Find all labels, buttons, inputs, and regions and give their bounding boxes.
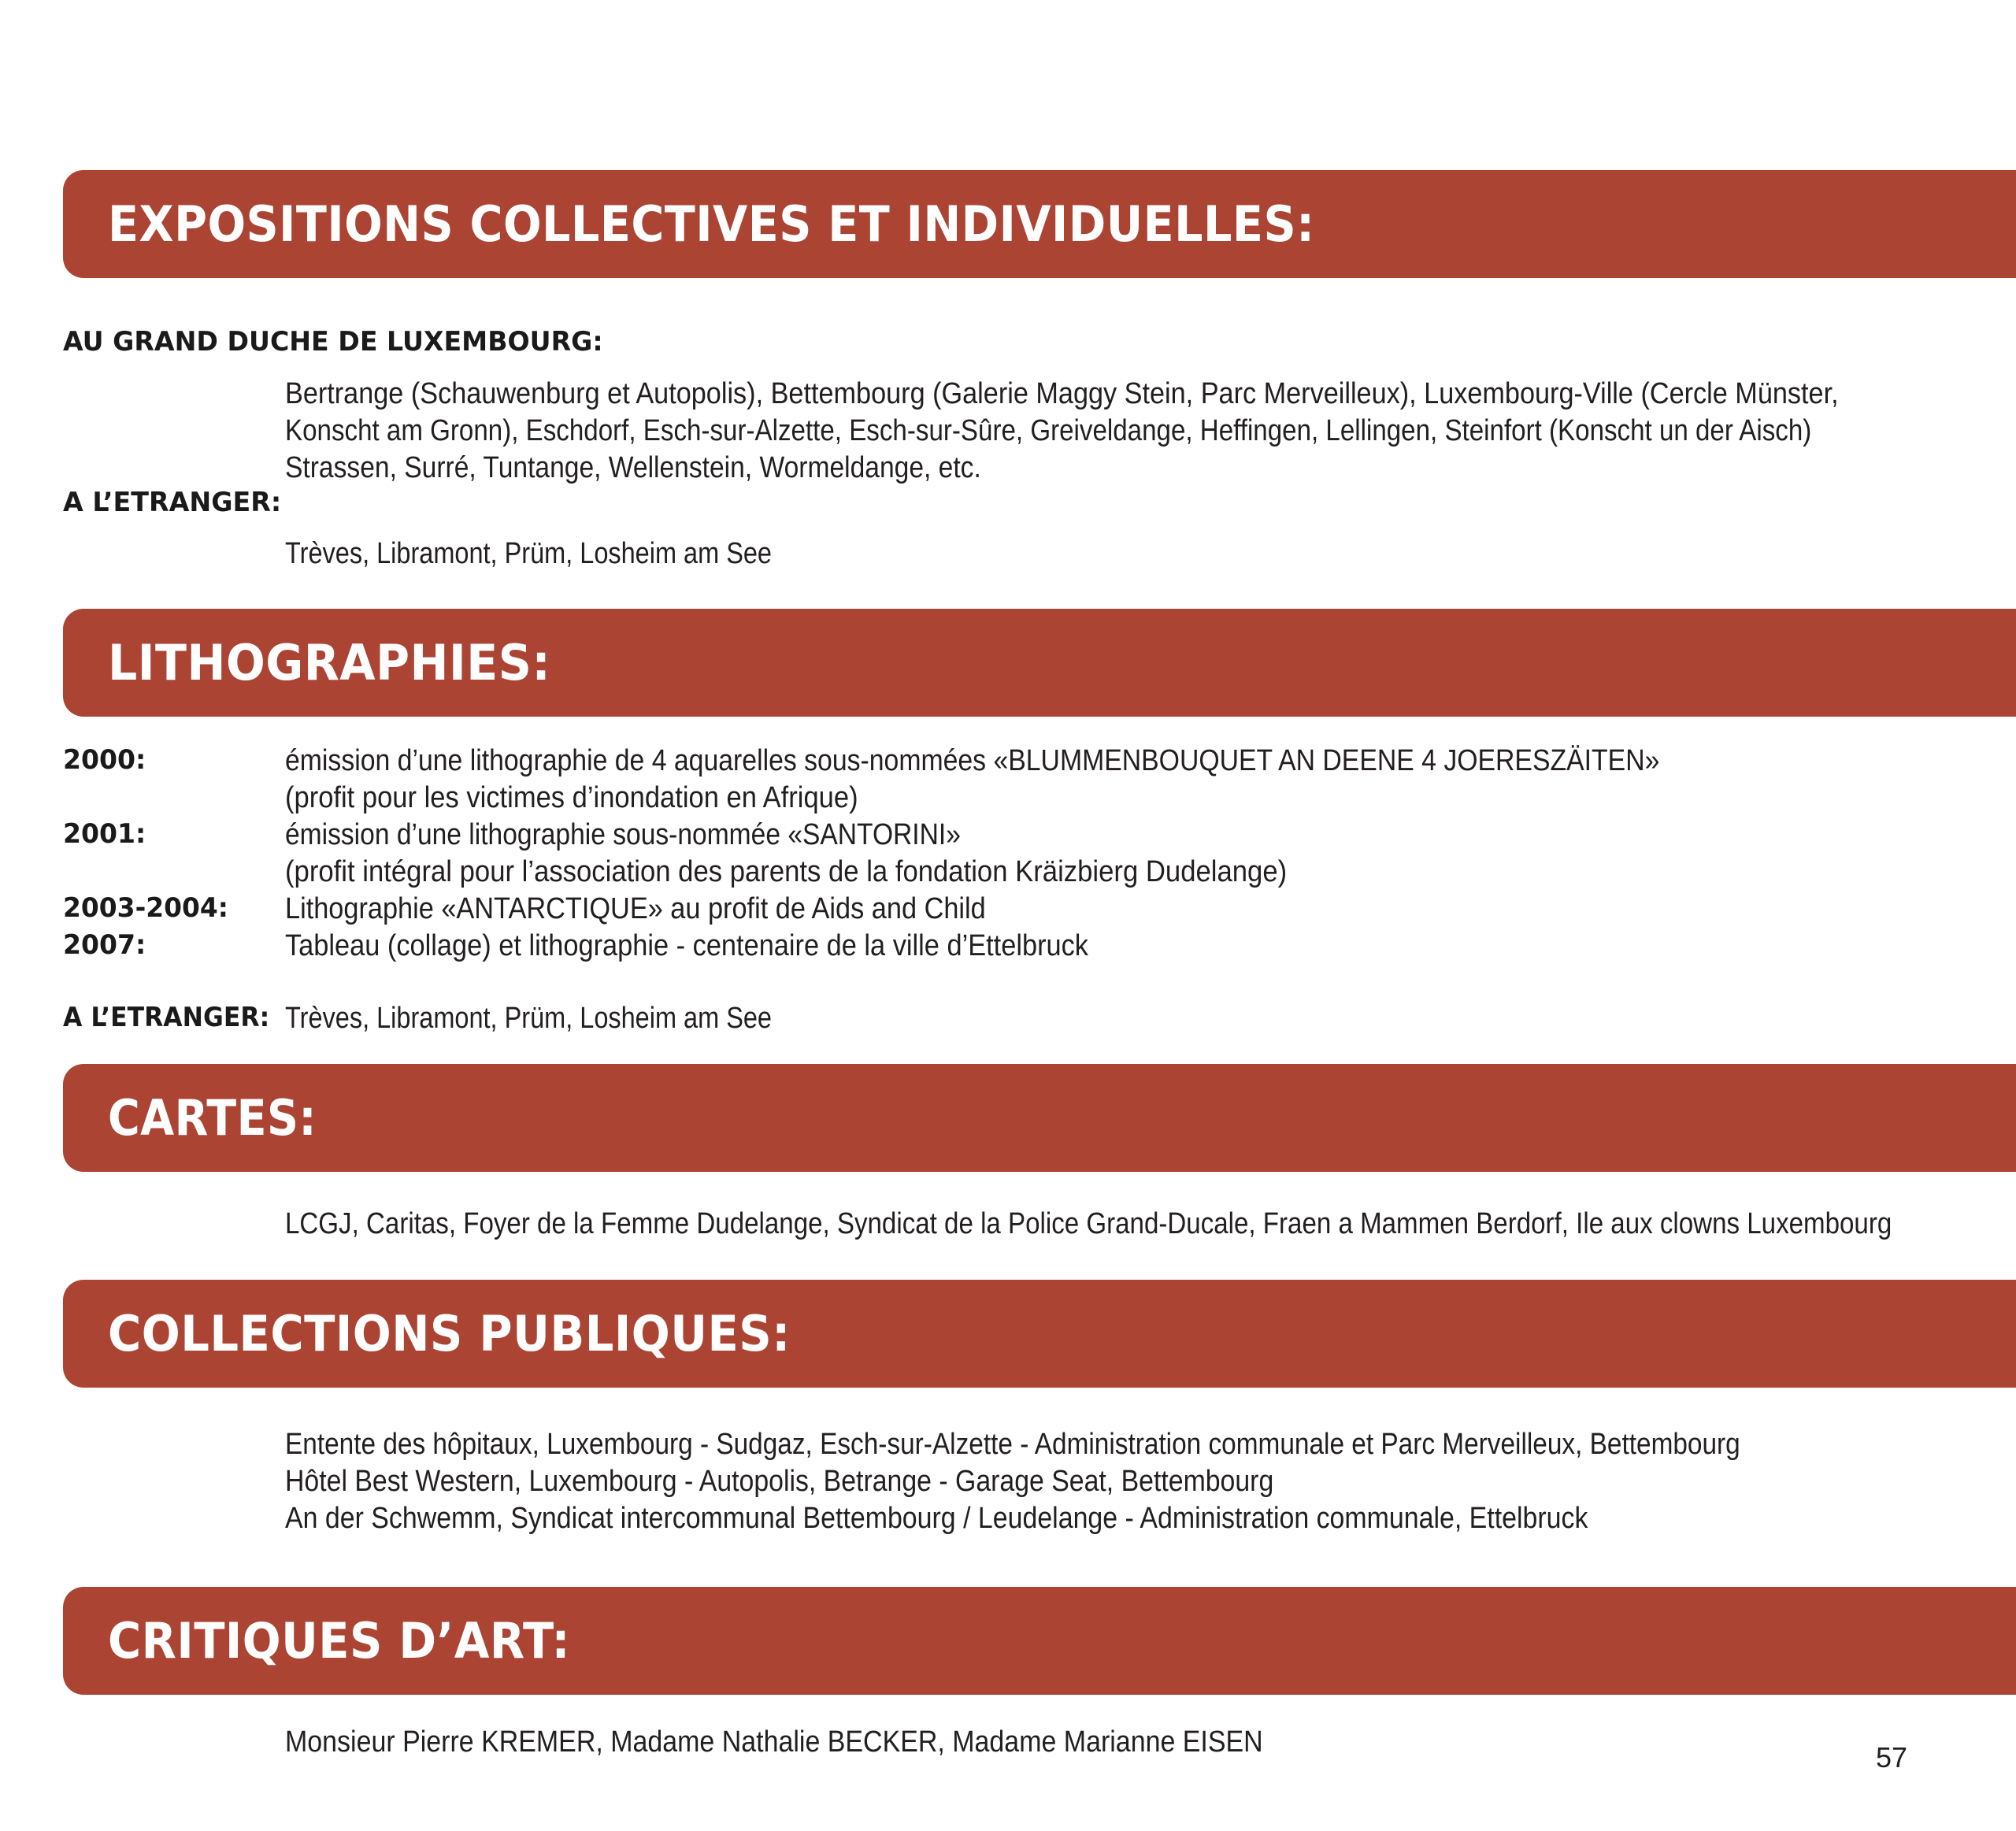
text-line: Monsieur Pierre KREMER, Madame Nathalie BECKER, Madame Marianne EISEN: [285, 1725, 1263, 1759]
text-line: Lithographie «ANTARCTIQUE» au profit de Aids and Child: [285, 892, 986, 925]
label-abroad: A L’ETRANGER:: [63, 1002, 270, 1033]
text-line: Strassen, Surré, Tuntange, Wellenstein, Wormeldange, etc.: [285, 451, 981, 484]
section-banner-collections: [63, 1280, 2016, 1388]
text-line: émission d’une lithographie de 4 aquarelles sous-nommées «BLUMMENBOUQUET AN DEENE 4 JOERESZÄITEN»: [285, 744, 1660, 777]
page-number: 57: [1876, 1741, 1908, 1774]
section-banner-critiques: [63, 1587, 2016, 1695]
label-luxembourg: AU GRAND DUCHE DE LUXEMBOURG:: [63, 326, 603, 358]
text-line: Konscht am Gronn), Eschdorf, Esch-sur-Alzette, Esch-sur-Sûre, Greiveldange, Heffingen, Lellingen, Steinfort (Konscht un der Aisch): [285, 414, 1812, 447]
text-line: Tableau (collage) et lithographie - centenaire de la ville d’Ettelbruck: [285, 929, 1088, 962]
text-line: LCGJ, Caritas, Foyer de la Femme Dudelange, Syndicat de la Police Grand-Ducale, Fraen a Mammen Berdorf, Ile aux clowns Luxembourg: [285, 1207, 1892, 1240]
year-label: 2001:: [63, 818, 146, 850]
section-title-collections: COLLECTIONS PUBLIQUES:: [108, 1305, 791, 1362]
year-label: 2003-2004:: [63, 892, 228, 924]
year-label: 2000:: [63, 744, 146, 776]
text-line: Hôtel Best Western, Luxembourg - Autopolis, Betrange - Garage Seat, Bettembourg: [285, 1465, 1274, 1498]
section-title-critiques: CRITIQUES D’ART:: [108, 1612, 570, 1670]
section-title-expositions: EXPOSITIONS COLLECTIVES ET INDIVIDUELLES:: [108, 195, 1315, 253]
text-line: Trèves, Libramont, Prüm, Losheim am See: [285, 1002, 772, 1035]
text-line: Bertrange (Schauwenburg et Autopolis), Bettembourg (Galerie Maggy Stein, Parc Merveilleux), Luxembourg-Ville (Cercle Münster,: [285, 377, 1839, 410]
label-abroad: A L’ETRANGER:: [63, 487, 282, 518]
section-banner-lithographies: [63, 609, 2016, 717]
year-label: 2007:: [63, 929, 146, 961]
section-title-cartes: CARTES:: [108, 1089, 317, 1147]
text-line: émission d’une lithographie sous-nommée «SANTORINI»: [285, 818, 961, 851]
text-line: Trèves, Libramont, Prüm, Losheim am See: [285, 537, 772, 570]
section-banner-cartes: [63, 1064, 2016, 1172]
section-banner-expositions: [63, 170, 2016, 278]
section-title-lithographies: LITHOGRAPHIES:: [108, 634, 551, 691]
text-line: (profit pour les victimes d’inondation en Afrique): [285, 781, 858, 814]
text-line: Entente des hôpitaux, Luxembourg - Sudgaz, Esch-sur-Alzette - Administration communale et Parc Merveilleux, Bettembourg: [285, 1428, 1740, 1461]
text-line: An der Schwemm, Syndicat intercommunal Bettembourg / Leudelange - Administration communale, Ettelbruck: [285, 1502, 1588, 1535]
text-line: (profit intégral pour l’association des parents de la fondation Kräizbierg Dudelange): [285, 855, 1288, 888]
